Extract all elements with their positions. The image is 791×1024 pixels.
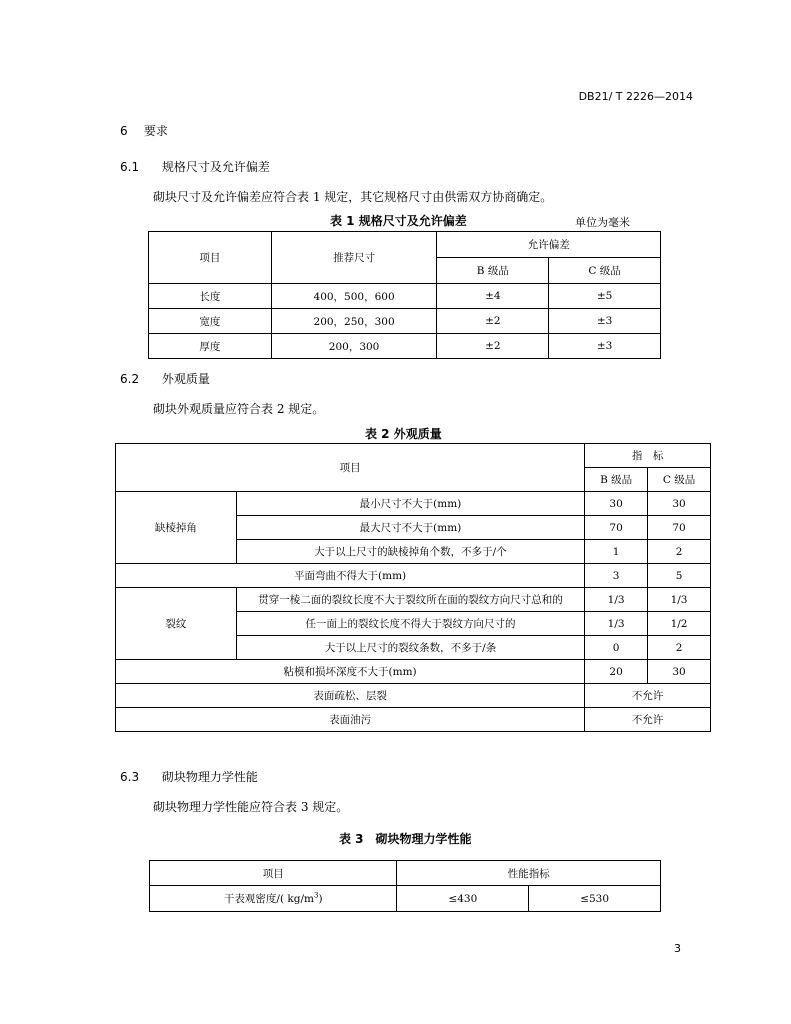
table-1-header-item: 项目 xyxy=(149,232,272,284)
page-number: 3 xyxy=(674,942,681,955)
table-cell: ±2 xyxy=(437,334,549,359)
section-6-1-paragraph: 砌块尺寸及允许偏差应符合表 1 规定，其它规格尺寸由供需双方协商确定。 xyxy=(153,190,553,204)
section-title: 外观质量 xyxy=(161,372,210,386)
section-6-3-paragraph: 砌块物理力学性能应符合表 3 规定。 xyxy=(153,800,349,814)
table-cell: 400，500，600 xyxy=(271,284,437,309)
table-cell: 1/2 xyxy=(648,612,711,636)
table-cell: 长度 xyxy=(149,284,272,309)
table-cell: 3 xyxy=(585,564,648,588)
table-cell: 70 xyxy=(585,516,648,540)
table-1-caption: 表 1 规格尺寸及允许偏差 xyxy=(330,214,467,228)
table-cell: 表面油污 xyxy=(116,708,585,732)
table-cell: 20 xyxy=(585,660,648,684)
density-label-text: 干表观密度/( kg/m xyxy=(223,893,314,905)
density-unit-superscript: 3 xyxy=(313,891,319,900)
table-cell-density-label xyxy=(150,886,397,912)
table-cell: 最小尺寸不大于(mm) xyxy=(236,492,584,516)
table-3 xyxy=(149,860,661,912)
section-6-heading xyxy=(120,122,168,139)
table-cell: ±2 xyxy=(437,309,549,334)
table-cell: 最大尺寸不大于(mm) xyxy=(236,516,584,540)
section-title: 要求 xyxy=(143,124,168,138)
section-title: 砌块物理力学性能 xyxy=(161,770,258,784)
table-cell: 1/3 xyxy=(648,588,711,612)
density-label-close: ) xyxy=(318,893,323,905)
table-cell: 厚度 xyxy=(149,334,272,359)
table-cell: 200，300 xyxy=(271,334,437,359)
table-cell: 2 xyxy=(648,540,711,564)
table-2-group-corner: 缺棱掉角 xyxy=(116,492,237,564)
table-cell: ±5 xyxy=(549,284,661,309)
table-cell: 1/3 xyxy=(585,588,648,612)
table-2-header-c: C 级品 xyxy=(648,468,711,492)
table-cell: 5 xyxy=(648,564,711,588)
table-2-header-index: 指 标 xyxy=(585,444,711,468)
table-cell: 任一面上的裂纹长度不得大于裂纹方向尺寸的 xyxy=(236,612,584,636)
section-title: 规格尺寸及允许偏差 xyxy=(161,160,270,174)
section-6-3-heading xyxy=(120,768,258,785)
table-cell: 0 xyxy=(585,636,648,660)
table-cell: 2 xyxy=(648,636,711,660)
table-row xyxy=(116,660,711,684)
table-1-unit: 单位为毫米 xyxy=(575,216,630,229)
table-cell: ±3 xyxy=(549,334,661,359)
table-cell: ≤430 xyxy=(397,886,529,912)
document-code: DB21/ T 2226—2014 xyxy=(578,90,693,103)
section-6-2-paragraph: 砌块外观质量应符合表 2 规定。 xyxy=(153,402,325,416)
section-number: 6 xyxy=(120,124,128,138)
table-1-header-size: 推荐尺寸 xyxy=(271,232,437,284)
table-cell: ±3 xyxy=(549,309,661,334)
table-cell: 200，250，300 xyxy=(271,309,437,334)
table-cell: 70 xyxy=(648,516,711,540)
table-cell: 不允许 xyxy=(585,684,711,708)
table-2-header-b: B 级品 xyxy=(585,468,648,492)
table-row xyxy=(116,684,711,708)
table-cell: 30 xyxy=(648,492,711,516)
table-row xyxy=(116,564,711,588)
table-row xyxy=(149,309,661,334)
table-cell: ±4 xyxy=(437,284,549,309)
table-cell: 平面弯曲不得大于(mm) xyxy=(116,564,585,588)
table-2 xyxy=(115,443,711,732)
table-cell: 宽度 xyxy=(149,309,272,334)
table-cell: 大于以上尺寸的缺棱掉角个数，不多于/个 xyxy=(236,540,584,564)
table-cell: 表面疏松、层裂 xyxy=(116,684,585,708)
table-row xyxy=(116,588,711,612)
table-2-header-item: 项目 xyxy=(116,444,585,492)
table-cell: 1 xyxy=(585,540,648,564)
table-1 xyxy=(148,231,661,359)
section-number: 6.1 xyxy=(120,160,140,174)
section-number: 6.3 xyxy=(120,770,140,784)
table-cell: 大于以上尺寸的裂纹条数，不多于/条 xyxy=(236,636,584,660)
table-cell: 1/3 xyxy=(585,612,648,636)
table-row xyxy=(150,886,661,912)
section-6-2-heading xyxy=(120,370,210,387)
table-1-header-b: B 级品 xyxy=(437,258,549,284)
table-3-header-item: 项目 xyxy=(150,861,397,886)
table-cell: 30 xyxy=(585,492,648,516)
table-cell: 粘模和损坏深度不大于(mm) xyxy=(116,660,585,684)
table-row xyxy=(116,708,711,732)
table-2-caption: 表 2 外观质量 xyxy=(365,427,442,441)
section-number: 6.2 xyxy=(120,372,140,386)
table-row xyxy=(149,334,661,359)
table-cell: 不允许 xyxy=(585,708,711,732)
table-row xyxy=(116,492,711,516)
table-3-caption: 表 3 砌块物理力学性能 xyxy=(339,832,472,846)
table-3-header-performance: 性能指标 xyxy=(397,861,661,886)
table-1-header-tolerance: 允许偏差 xyxy=(437,232,661,258)
table-1-header-c: C 级品 xyxy=(549,258,661,284)
section-6-1-heading xyxy=(120,158,270,175)
table-cell: ≤530 xyxy=(529,886,661,912)
table-row xyxy=(149,284,661,309)
table-cell: 贯穿一棱二面的裂纹长度不大于裂纹所在面的裂纹方向尺寸总和的 xyxy=(236,588,584,612)
table-cell: 30 xyxy=(648,660,711,684)
table-2-group-crack: 裂纹 xyxy=(116,588,237,660)
